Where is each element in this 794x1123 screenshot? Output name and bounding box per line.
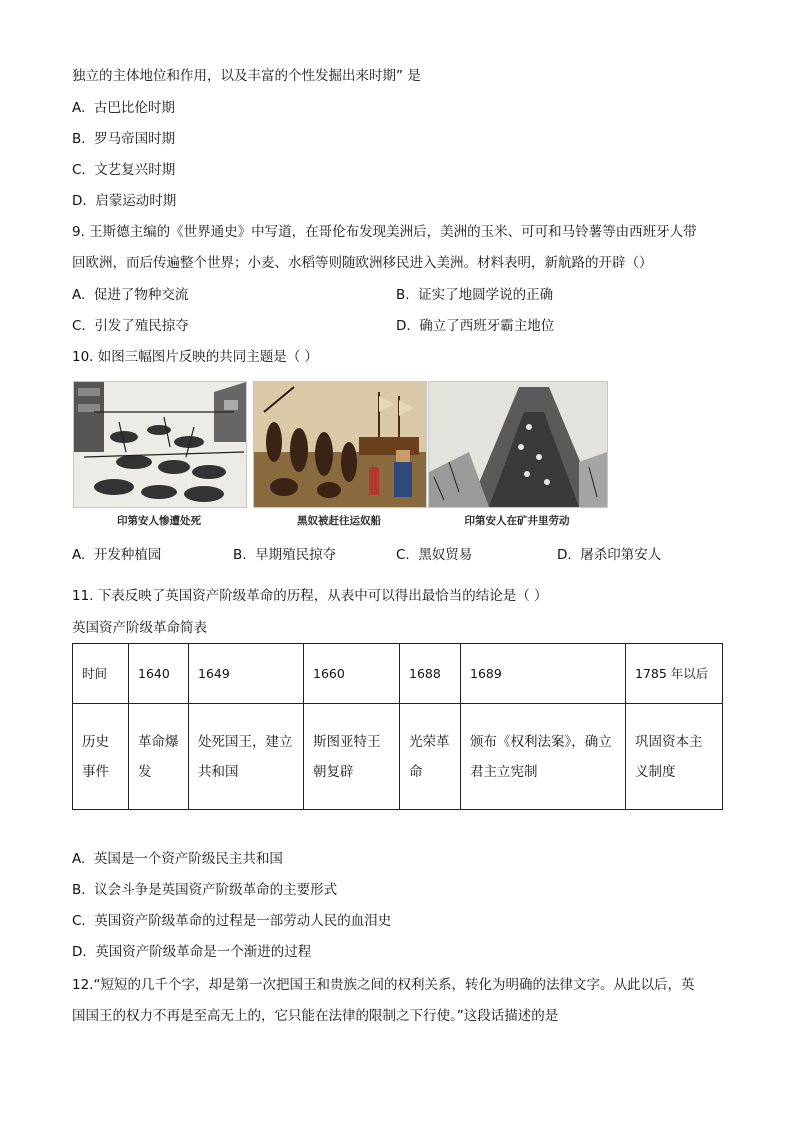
- q11-stem: 11. 下表反映了英国资产阶级革命的历程，从表中可以得出最恰当的结论是（ ）: [72, 588, 548, 604]
- q9-option-b[interactable]: [396, 286, 553, 304]
- option-label: A.: [72, 100, 86, 116]
- table-cell: 1660: [304, 644, 400, 704]
- option-label: A.: [72, 287, 86, 303]
- table-cell: 1640: [129, 644, 189, 704]
- option-text: 促进了物种交流: [93, 287, 189, 303]
- option-text: 早期殖民掠夺: [255, 547, 337, 563]
- q10-option-a[interactable]: [72, 546, 161, 564]
- revolution-table: [72, 643, 723, 810]
- option-text: 黑奴贸易: [418, 547, 473, 563]
- q9-option-d[interactable]: [396, 317, 554, 335]
- table-cell: 斯图亚特王朝复辟: [304, 704, 400, 810]
- option-label: D.: [72, 944, 87, 960]
- option-text: 古巴比伦时期: [93, 100, 175, 116]
- option-text: 文艺复兴时期: [94, 162, 176, 178]
- option-label: A.: [72, 547, 86, 563]
- option-label: C.: [72, 162, 86, 178]
- table-cell: 革命爆发: [129, 704, 189, 810]
- q10-option-b[interactable]: [233, 546, 336, 564]
- option-label: C.: [72, 318, 86, 334]
- table-cell: 1785 年以后: [626, 644, 723, 704]
- table-title: 英国资产阶级革命简表: [72, 620, 207, 636]
- q8-option-d[interactable]: [72, 192, 176, 210]
- mine-labor-engraving-icon: [429, 382, 607, 507]
- q11-option-c[interactable]: [72, 912, 391, 930]
- table-row: [73, 704, 723, 810]
- q8-option-c[interactable]: [72, 161, 175, 179]
- q10-stem: 10. 如图三幅图片反映的共同主题是（ ）: [72, 349, 319, 365]
- option-text: 开发种植园: [93, 547, 162, 563]
- slave-ship-painting-icon: [254, 382, 426, 507]
- q12-stem-line2: 国国王的权力不再是至高无上的，它只能在法律的限制之下行使。”这段话描述的是: [72, 1008, 559, 1024]
- q9-option-a[interactable]: [72, 286, 188, 304]
- q10-option-c[interactable]: [396, 546, 472, 564]
- option-text: 英国资产阶级革命的过程是一部劳动人民的血泪史: [94, 913, 392, 929]
- table-cell: 1689: [461, 644, 626, 704]
- option-label: B.: [396, 287, 410, 303]
- q11-option-a[interactable]: [72, 850, 283, 868]
- option-label: B.: [72, 882, 86, 898]
- q8-option-a[interactable]: [72, 99, 175, 117]
- option-text: 罗马帝国时期: [94, 131, 176, 147]
- image-caption: 黑奴被赶往运奴船: [297, 515, 381, 527]
- option-text: 引发了殖民掠夺: [94, 318, 189, 334]
- option-label: B.: [72, 131, 86, 147]
- q8-option-b[interactable]: [72, 130, 175, 148]
- table-cell: 1688: [400, 644, 461, 704]
- option-text: 英国是一个资产阶级民主共和国: [93, 851, 283, 867]
- q10-option-d[interactable]: [557, 546, 661, 564]
- option-label: C.: [72, 913, 86, 929]
- massacre-engraving-image: [73, 381, 247, 508]
- q8-stem-tail: 独立的主体地位和作用，以及丰富的个性发掘出来时期” 是: [72, 68, 421, 84]
- q9-stem-line1: 9. 王斯德主编的《世界通史》中写道，在哥伦布发现美洲后，美洲的玉米、可可和马铃薯等由西班牙人带: [72, 224, 697, 240]
- q11-option-b[interactable]: [72, 881, 337, 899]
- option-text: 屠杀印第安人: [580, 547, 662, 563]
- option-text: 英国资产阶级革命是一个渐进的过程: [95, 944, 312, 960]
- table-row: [73, 644, 723, 704]
- q12-stem-line1: 12.“短短的几千个字，却是第一次把国王和贵族之间的权利关系，转化为明确的法律文字。从此以后，英: [72, 977, 695, 993]
- q11-option-d[interactable]: [72, 943, 311, 961]
- option-label: B.: [233, 547, 247, 563]
- option-text: 证实了地圆学说的正确: [418, 287, 554, 303]
- table-cell: 颁布《权利法案》，确立君主立宪制: [461, 704, 626, 810]
- option-text: 议会斗争是英国资产阶级革命的主要形式: [94, 882, 338, 898]
- option-label: A.: [72, 851, 86, 867]
- massacre-engraving-icon: [74, 382, 246, 507]
- option-text: 启蒙运动时期: [95, 193, 177, 209]
- option-label: D.: [396, 318, 411, 334]
- image-caption: 印第安人惨遭处死: [117, 515, 201, 527]
- table-cell: 巩固资本主义制度: [626, 704, 723, 810]
- option-label: C.: [396, 547, 410, 563]
- image-caption: 印第安人在矿井里劳动: [464, 515, 570, 527]
- mine-labor-engraving-image: [428, 381, 608, 508]
- slave-ship-painting-image: [253, 381, 427, 508]
- table-cell: 历史事件: [73, 704, 129, 810]
- table-cell: 光荣革命: [400, 704, 461, 810]
- option-label: D.: [557, 547, 572, 563]
- table-cell: 处死国王，建立共和国: [189, 704, 304, 810]
- option-label: D.: [72, 193, 87, 209]
- q9-option-c[interactable]: [72, 317, 189, 335]
- table-cell: 1649: [189, 644, 304, 704]
- option-text: 确立了西班牙霸主地位: [419, 318, 555, 334]
- table-cell: 时间: [73, 644, 129, 704]
- q9-stem-line2: 回欧洲，而后传遍整个世界；小麦、水稻等则随欧洲移民进入美洲。材料表明，新航路的开辟（）: [72, 255, 653, 271]
